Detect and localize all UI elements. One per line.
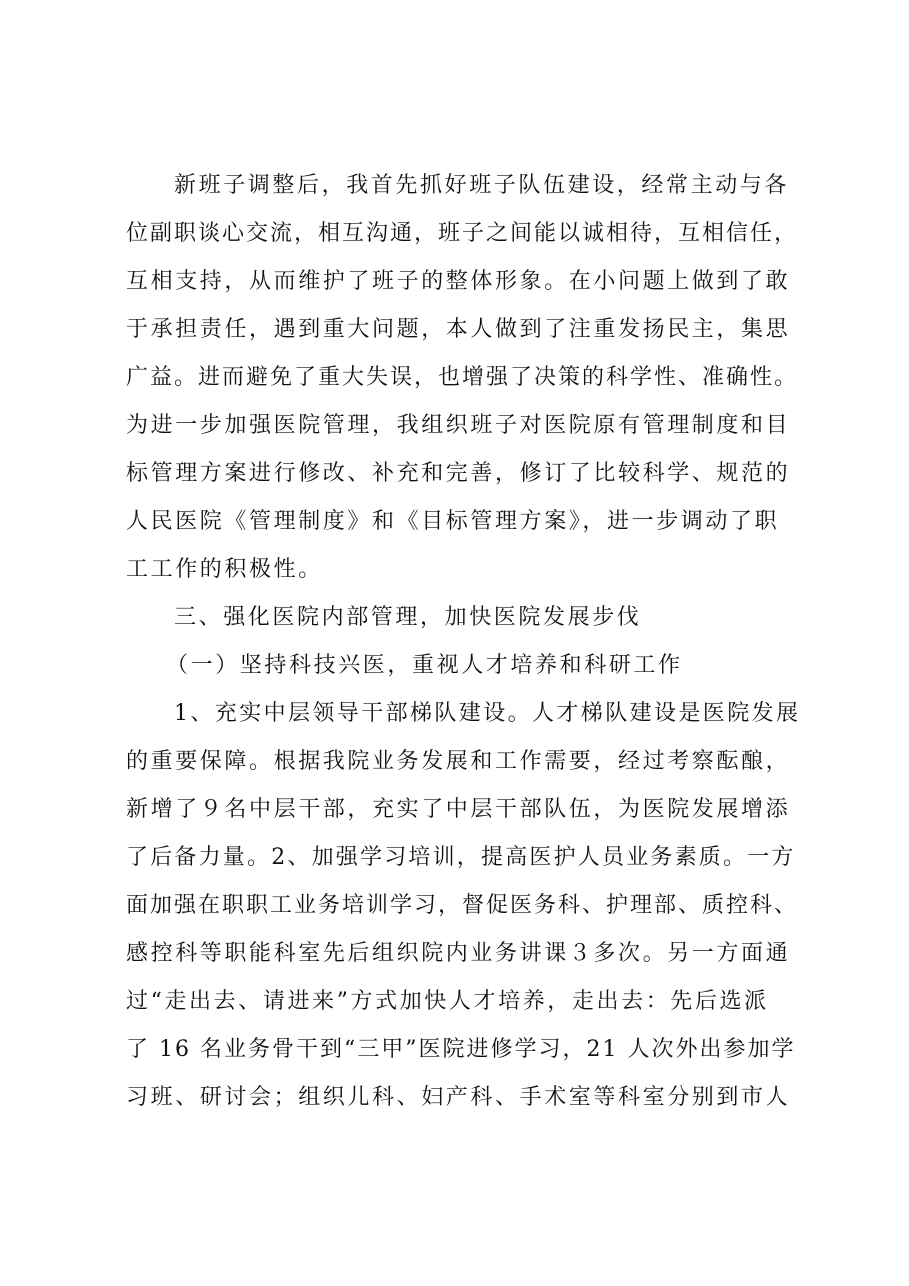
text-line: 1、充实中层领导干部梯队建设。人才梯队建设是医院发展: [174, 701, 801, 726]
text-line: 标管理方案进行修改、补充和完善，修订了比较科学、规范的: [126, 461, 791, 486]
text-line: 人民医院《管理制度》和《目标管理方案》，进一步调动了职: [126, 509, 780, 534]
text-line: 了后备力量。2、加强学习培训，提高医护人员业务素质。一方: [126, 845, 796, 870]
text-line: 过“走出去、请进来”方式加快人才培养，走出去：先后选派: [126, 989, 769, 1014]
section-heading: 三、强化医院内部管理，加快医院发展步伐: [174, 605, 642, 630]
text-line: 广益。进而避免了重大失误，也增强了决策的科学性、准确性。: [126, 365, 799, 390]
text-line: 新班子调整后，我首先抓好班子队伍建设，经常主动与各: [174, 173, 790, 198]
text-line: 互相支持，从而维护了班子的整体形象。在小问题上做到了敢: [126, 269, 791, 294]
text-line: 工工作的积极性。: [126, 557, 323, 582]
subsection-heading: （一）坚持科技兴医，重视人才培养和科研工作: [166, 653, 683, 678]
text-line: 为进一步加强医院管理，我组织班子对医院原有管理制度和目: [126, 413, 791, 438]
text-line: 于承担责任，遇到重大问题，本人做到了注重发扬民主，集思: [126, 317, 791, 342]
text-line: 位副职谈心交流，相互沟通，班子之间能以诚相待，互相信任，: [126, 221, 799, 246]
text-line: 面加强在职职工业务培训学习，督促医务科、护理部、质控科、: [126, 893, 799, 918]
text-line: 习班、研讨会；组织儿科、妇产科、手术室等科室分别到市人: [126, 1085, 791, 1110]
text-line: 新增了９名中层干部，充实了中层干部队伍，为医院发展增添: [126, 797, 791, 822]
text-line: 感控科等职能科室先后组织院内业务讲课３多次。另一方面通: [126, 941, 791, 966]
text-line: 的重要保障。根据我院业务发展和工作需要，经过考察酝酿，: [126, 749, 791, 774]
text-line: 了 16 名业务骨干到“三甲”医院进修学习，21 人次外出参加学: [126, 1037, 796, 1062]
